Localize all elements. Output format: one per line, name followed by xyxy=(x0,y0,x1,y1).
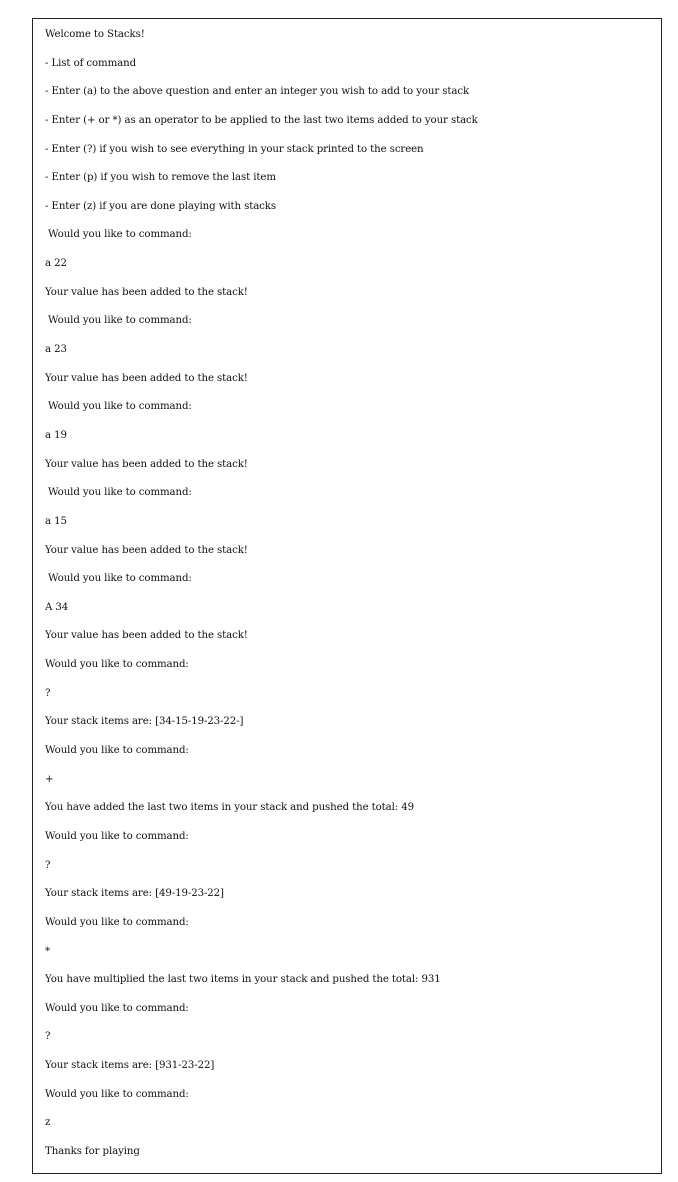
transcript-line: - Enter (?) if you wish to see everything in your stack printed to the screen xyxy=(45,143,424,155)
transcript-line: You have added the last two items in your stack and pushed the total: 49 xyxy=(45,802,415,814)
transcript-line: Would you like to command: xyxy=(45,830,189,842)
transcript-line: Your value has been added to the stack! xyxy=(45,286,248,298)
transcript-line: Your stack items are: [49-19-23-22] xyxy=(45,888,224,900)
transcript-line: Would you like to command: xyxy=(45,745,189,757)
transcript-line: A 34 xyxy=(45,601,69,613)
transcript-line: Thanks for playing xyxy=(45,1145,140,1157)
transcript-line: - Enter (p) if you wish to remove the last item xyxy=(45,172,276,184)
transcript-line: a 15 xyxy=(45,515,67,527)
transcript-line: Would you like to command: xyxy=(45,659,189,671)
transcript-line: + xyxy=(45,773,54,785)
transcript-line: Would you like to command: xyxy=(45,916,189,928)
console-transcript xyxy=(45,26,478,1172)
transcript-line: - Enter (a) to the above question and enter an integer you wish to add to your stack xyxy=(45,86,470,98)
transcript-line: Your stack items are: [34-15-19-23-22-] xyxy=(45,716,244,728)
transcript-line: - List of command xyxy=(45,57,137,69)
transcript-line: Your value has been added to the stack! xyxy=(45,372,248,384)
transcript-line: z xyxy=(45,1117,51,1129)
transcript-line: a 19 xyxy=(45,429,67,441)
transcript-line: Would you like to command: xyxy=(45,1002,189,1014)
transcript-line: Your value has been added to the stack! xyxy=(45,458,248,470)
transcript-line: - Enter (+ or *) as an operator to be applied to the last two items added to your stack xyxy=(45,114,478,126)
transcript-line: ? xyxy=(45,1031,51,1043)
transcript-line: Would you like to command: xyxy=(48,229,192,241)
transcript-line: Would you like to command: xyxy=(45,1088,189,1100)
transcript-line: * xyxy=(45,945,50,957)
transcript-line: ? xyxy=(45,859,51,871)
transcript-line: Welcome to Stacks! xyxy=(45,29,145,40)
transcript-line: Your value has been added to the stack! xyxy=(45,544,248,556)
transcript-line: ? xyxy=(45,687,51,699)
transcript-line: You have multiplied the last two items in your stack and pushed the total: 931 xyxy=(45,974,441,986)
transcript-line: - Enter (z) if you are done playing with stacks xyxy=(45,200,276,212)
transcript-line: Your stack items are: [931-23-22] xyxy=(45,1060,215,1072)
transcript-line: Your value has been added to the stack! xyxy=(45,630,248,642)
transcript-line: a 22 xyxy=(45,258,67,270)
transcript-line: Would you like to command: xyxy=(48,401,192,413)
transcript-line: Would you like to command: xyxy=(48,487,192,499)
transcript-line: Would you like to command: xyxy=(48,315,192,327)
transcript-line: Would you like to command: xyxy=(48,573,192,585)
transcript-line: a 23 xyxy=(45,344,67,356)
